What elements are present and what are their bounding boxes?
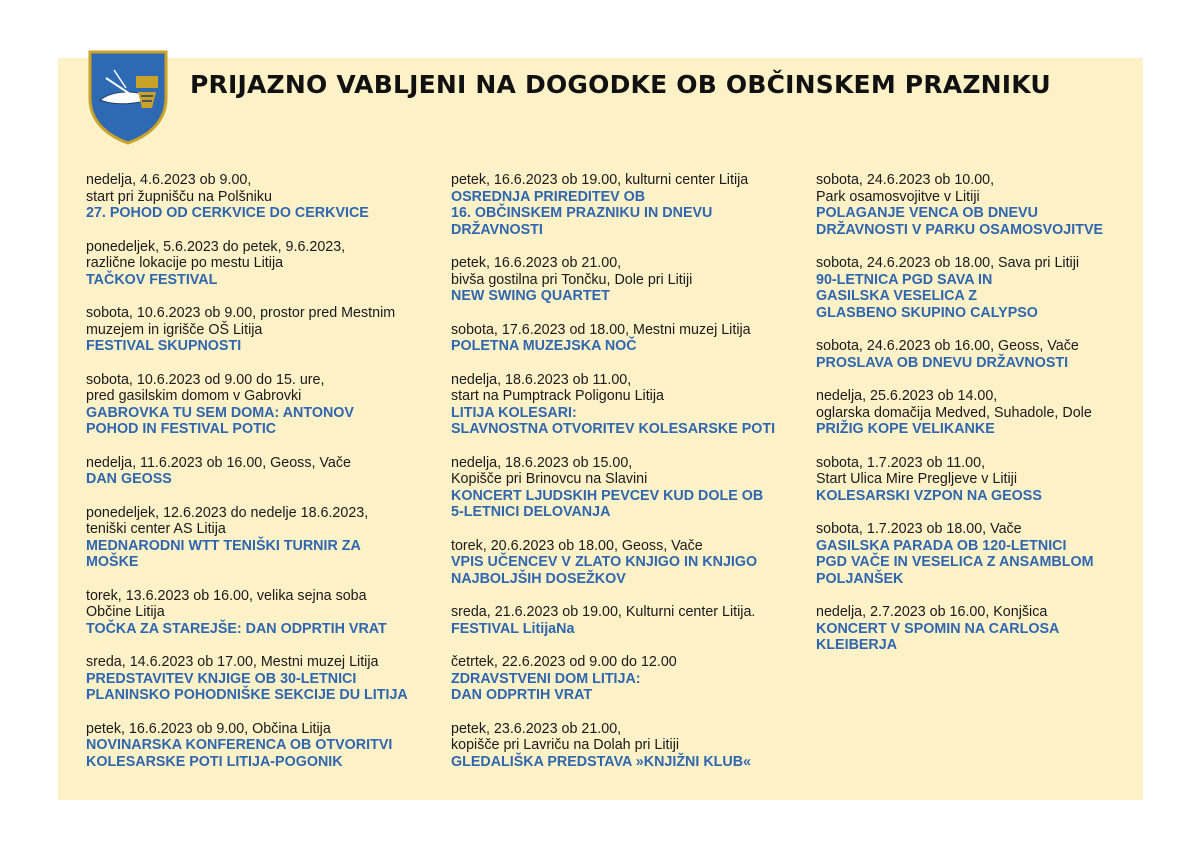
event-item <box>451 172 806 238</box>
event-title: 16. OBČINSKEM PRAZNIKU IN DNEVU <box>451 205 713 221</box>
event-item <box>451 455 806 521</box>
event-detail: nedelja, 11.6.2023 ob 16.00, Geoss, Vače <box>86 454 351 471</box>
event-title: GABROVKA TU SEM DOMA: ANTONOV <box>86 404 354 421</box>
event-detail: sreda, 21.6.2023 ob 19.00, Kulturni center Litija. <box>451 604 756 620</box>
event-item <box>816 338 1136 371</box>
event-title: KONCERT LJUDSKIH PEVCEV KUD DOLE OB <box>451 487 764 504</box>
event-detail: sobota, 17.6.2023 od 18.00, Mestni muzej Litija <box>451 321 751 338</box>
events-column-2 <box>451 172 806 787</box>
event-detail: petek, 23.6.2023 ob 21.00, <box>451 720 622 737</box>
event-detail: različne lokacije po mestu Litija <box>86 255 284 271</box>
event-title: FESTIVAL LitijaNa <box>451 620 575 637</box>
event-title: GASILSKA VESELICA Z <box>816 288 977 304</box>
event-item <box>86 239 436 289</box>
event-title: PREDSTAVITEV KNJIGE OB 30-LETNICI <box>86 670 357 687</box>
event-detail: start na Pumptrack Poligonu Litija <box>451 388 664 404</box>
litija-coat-of-arms-icon <box>86 48 170 146</box>
event-detail: Start Ulica Mire Pregljeve v Litiji <box>816 471 1018 487</box>
event-detail: nedelja, 18.6.2023 ob 15.00, <box>451 454 633 471</box>
event-detail: Kopišče pri Brinovcu na Slavini <box>451 471 648 487</box>
event-detail: sobota, 24.6.2023 ob 16.00, Geoss, Vače <box>816 338 1079 354</box>
event-detail: bivša gostilna pri Tončku, Dole pri Litiji <box>451 271 693 288</box>
event-title: DRŽAVNOSTI V PARKU OSAMOSVOJITVE <box>816 221 1104 238</box>
event-item <box>451 654 806 704</box>
event-detail: ponedeljek, 12.6.2023 do nedelje 18.6.2023, <box>86 504 369 521</box>
event-title: 90-LETNICA PGD SAVA IN <box>816 271 993 288</box>
event-title: FESTIVAL SKUPNOSTI <box>86 338 242 354</box>
event-title: KONCERT V SPOMIN NA CARLOSA <box>816 620 1060 637</box>
event-title: POHOD IN FESTIVAL POTIC <box>86 421 277 437</box>
event-title: KLEIBERJA <box>816 637 898 653</box>
event-title: GLASBENO SKUPINO CALYPSO <box>816 304 1038 321</box>
events-column-3 <box>816 172 1136 671</box>
event-detail: sobota, 1.7.2023 ob 18.00, Vače <box>816 521 1022 537</box>
event-detail: petek, 16.6.2023 ob 21.00, <box>451 255 622 271</box>
event-item <box>451 604 806 637</box>
event-title: TAČKOV FESTIVAL <box>86 271 218 288</box>
event-detail: oglarska domačija Medved, Suhadole, Dole <box>816 404 1092 421</box>
event-detail: ponedeljek, 5.6.2023 do petek, 9.6.2023, <box>86 238 346 255</box>
event-detail: nedelja, 4.6.2023 ob 9.00, <box>86 172 252 188</box>
event-item <box>451 255 806 305</box>
event-detail: pred gasilskim domom v Gabrovki <box>86 388 302 404</box>
event-item <box>86 588 436 638</box>
event-detail: Park osamosvojitve v Litiji <box>816 188 980 205</box>
event-item <box>86 455 436 488</box>
event-title: POLETNA MUZEJSKA NOČ <box>451 338 637 354</box>
event-detail: torek, 13.6.2023 ob 16.00, velika sejna soba <box>86 587 367 604</box>
event-title: 5-LETNICI DELOVANJA <box>451 504 611 520</box>
event-title: VPIS UČENCEV V ZLATO KNJIGO IN KNJIGO <box>451 554 758 570</box>
event-detail: Občine Litija <box>86 604 165 620</box>
event-item <box>816 172 1136 238</box>
event-title: OSREDNJA PRIREDITEV OB <box>451 188 646 205</box>
event-title: PGD VAČE IN VESELICA Z ANSAMBLOM <box>816 554 1094 570</box>
event-detail: sobota, 10.6.2023 ob 9.00, prostor pred Mestnim <box>86 305 396 321</box>
event-item <box>451 538 806 588</box>
event-title: MEDNARODNI WTT TENIŠKI TURNIR ZA <box>86 537 361 554</box>
event-title: NEW SWING QUARTET <box>451 288 610 304</box>
event-item <box>816 521 1136 587</box>
event-title: PROSLAVA OB DNEVU DRŽAVNOSTI <box>816 354 1069 371</box>
event-detail: četrtek, 22.6.2023 od 9.00 do 12.00 <box>451 654 677 670</box>
event-detail: nedelja, 2.7.2023 ob 16.00, Konjšica <box>816 604 1048 620</box>
event-detail: start pri župnišču na Polšniku <box>86 188 272 205</box>
event-item <box>86 372 436 438</box>
event-item <box>86 654 436 704</box>
event-title: 27. POHOD OD CERKVICE DO CERKVICE <box>86 205 369 221</box>
event-title: TOČKA ZA STAREJŠE: DAN ODPRTIH VRAT <box>86 620 387 637</box>
event-item <box>816 388 1136 438</box>
event-detail: sobota, 24.6.2023 ob 10.00, <box>816 172 995 188</box>
event-detail: sobota, 24.6.2023 ob 18.00, Sava pri Litiji <box>816 255 1080 271</box>
event-title: POLAGANJE VENCA OB DNEVU <box>816 205 1038 221</box>
event-item <box>816 604 1136 654</box>
events-column-1 <box>86 172 436 787</box>
event-title: PRIŽIG KOPE VELIKANKE <box>816 421 995 437</box>
event-title: DAN GEOSS <box>86 471 172 487</box>
event-detail: petek, 16.6.2023 ob 9.00, Občina Litija <box>86 720 331 737</box>
event-item <box>816 255 1136 321</box>
event-detail: sobota, 10.6.2023 od 9.00 do 15. ure, <box>86 371 325 388</box>
event-title: NOVINARSKA KONFERENCA OB OTVORITVI <box>86 737 393 753</box>
event-title: NAJBOLJŠIH DOSEŽKOV <box>451 570 626 587</box>
event-detail: sobota, 1.7.2023 ob 11.00, <box>816 454 986 471</box>
event-title: KOLESARSKE POTI LITIJA-POGONIK <box>86 753 343 770</box>
event-detail: kopišče pri Lavriču na Dolah pri Litiji <box>451 737 680 753</box>
event-detail: nedelja, 25.6.2023 ob 14.00, <box>816 388 998 404</box>
event-detail: muzejem in igrišče OŠ Litija <box>86 321 263 338</box>
event-item <box>86 172 436 222</box>
event-title: POLJANŠEK <box>816 570 904 587</box>
event-title: DRŽAVNOSTI <box>451 221 543 238</box>
event-title: SLAVNOSTNA OTVORITEV KOLESARSKE POTI <box>451 421 776 437</box>
event-item <box>86 721 436 771</box>
event-title: DAN ODPRTIH VRAT <box>451 687 593 703</box>
event-title: KOLESARSKI VZPON NA GEOSS <box>816 487 1042 504</box>
page-title: PRIJAZNO VABLJENI NA DOGODKE OB OBČINSKEM PRAZNIKU <box>190 70 1051 99</box>
event-detail: petek, 16.6.2023 ob 19.00, kulturni center Litija <box>451 172 749 188</box>
event-detail: sreda, 14.6.2023 ob 17.00, Mestni muzej Litija <box>86 654 379 670</box>
event-title: LITIJA KOLESARI: <box>451 404 577 421</box>
event-item <box>816 455 1136 505</box>
event-title: ZDRAVSTVENI DOM LITIJA: <box>451 670 641 687</box>
event-title: MOŠKE <box>86 554 139 570</box>
event-item <box>451 322 806 355</box>
event-title: GASILSKA PARADA OB 120-LETNICI <box>816 537 1067 554</box>
event-detail: teniški center AS Litija <box>86 521 226 537</box>
event-item <box>451 372 806 438</box>
event-title: GLEDALIŠKA PREDSTAVA »KNJIŽNI KLUB« <box>451 753 751 770</box>
event-item <box>86 505 436 571</box>
event-item <box>451 721 806 771</box>
event-item <box>86 305 436 355</box>
event-detail: torek, 20.6.2023 ob 18.00, Geoss, Vače <box>451 537 703 554</box>
event-title: PLANINSKO POHODNIŠKE SEKCIJE DU LITIJA <box>86 687 408 703</box>
event-detail: nedelja, 18.6.2023 ob 11.00, <box>451 371 632 388</box>
